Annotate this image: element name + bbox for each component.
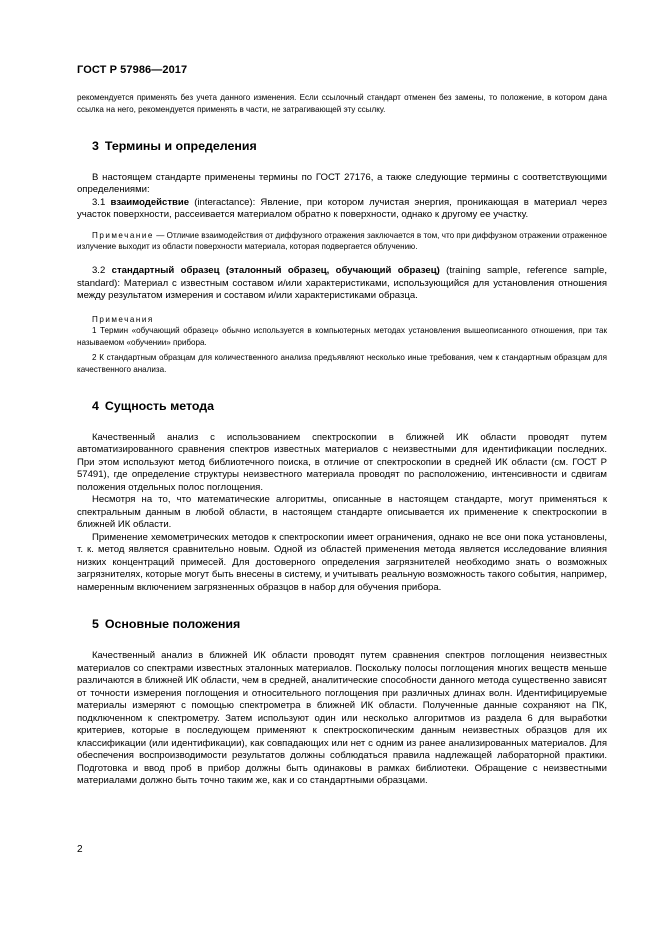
section-number: 5	[92, 617, 99, 632]
term-name: стандартный образец (эталонный образец, обучающий образец)	[111, 265, 440, 277]
intro-continuation: рекомендуется применять без учета данного изменения. Если ссылочный стандарт отменен без замены, то положение, в котором дана ссылка на него, рекомендуется применять в части, не затрагивающей эту ссылку.	[77, 93, 607, 114]
section-5-heading	[92, 617, 607, 632]
section-4-paragraph: Качественный анализ с использованием спектроскопии в ближней ИК области проводят путем автоматизированного сравнения спектров известных материалов с неизвестными для идентификации последних. При этом используют метод библиотечного поиска, в отличие от спектроскопии в средней ИК области (см. ГОСТ Р 57491), где определение структуры неизвестного материала проводят по расположению, интенсивности и сдвигам положения отдельных полос поглощения.	[77, 431, 607, 493]
section-3-lead: В настоящем стандарте применены термины по ГОСТ 27176, а также следующие термины с соответствующими определениями:	[77, 171, 607, 196]
term-number: 3.1	[92, 196, 106, 208]
note-item-2: 2 К стандартным образцам для количественного анализа предъявляют несколько иные требования, чем к стандартным образцам для качественного анализа.	[77, 353, 607, 374]
term-definition: (training sample, reference sample, standard): Материал с известным составом и/или характеристиками, использующийся для установления отношения между результатом измерения и составом и/или характеристиками образца.	[77, 265, 607, 302]
section-number: 4	[92, 398, 99, 413]
term-definition: (interactance): Явление, при котором лучистая энергия, проникающая в материал через участок поверхности, рассеивается материалом обратно к поверхности, однако к другому ее участку.	[77, 196, 608, 221]
section-4-paragraph: Несмотря на то, что математические алгоритмы, описанные в настоящем стандарте, могут применяться к спектральным данным в любой области, в настоящем стандарте описывается их применение к спектроскопии в ближней ИК области.	[77, 494, 607, 531]
section-title: Основные положения	[104, 617, 241, 632]
term-name: взаимодействие	[110, 196, 190, 208]
notes-label: Примечания	[92, 314, 154, 324]
note-3-1	[77, 230, 607, 254]
note-item-1: 1 Термин «обучающий образец» обычно используется в компьютерных методах установления вышеописанного отношения, при так называемом «обучении» прибора.	[77, 326, 607, 348]
page-content	[77, 90, 607, 788]
section-title: Термины и определения	[104, 138, 257, 153]
section-number: 3	[92, 138, 99, 153]
section-title: Сущность метода	[104, 398, 215, 413]
section-4-paragraph: Применение хемометрических методов к спектроскопии имеет ограничения, однако не все они пока установлены, т. к. метод является сравнительно новым. Одной из областей применения метода является исследование влияния низких концентраций примесей. Для достоверного определения загрязнителей необходимо знать о возможных загрязнителях, которые могут быть внесены в систему, и учитывать реальную возможность такого события, например, намеренным включением загрязненных образцов в набор для обучения прибора.	[77, 531, 607, 593]
section-3-heading	[92, 139, 607, 154]
note-text: — Отличие взаимодействия от диффузного отражения заключается в том, что при диффузном отражении отраженное излучение выходит из области поверхности материала, которая подвергается облучению.	[77, 230, 607, 252]
document-header: ГОСТ Р 57986—2017	[77, 64, 188, 76]
term-3-2	[77, 265, 607, 303]
note-label: Примечание	[92, 230, 154, 240]
term-3-1	[77, 197, 607, 222]
section-4-heading	[92, 399, 607, 414]
section-5-paragraph: Качественный анализ в ближней ИК области проводят путем сравнения спектров поглощения неизвестных материалов со спектрами известных эталонных материалов. Поскольку полосы поглощения многих веществ меньше различаются в ближней ИК области, чем в средней, аналитические способности данного метода существенно зависят от точности измерения поглощения и относительного поглощения при различных длинах волн. Идентифицируемые материалы измеряют с помощью спектрометра в ближней ИК области. Полученные данные сохраняют на ПК, подключенном к спектрометру. Затем используют один или несколько алгоритмов из раздела 6 для выработки критериев, которые в последующем применяют к спектроскопическим данным неизвестных образцов для их классификации (или идентификации), как совпадающих или нет с одним из ранее анализированных материалов. Для обеспечения воспроизводимости результатов должны соблюдаться правила надлежащей лабораторной практики. Подготовка и ввод проб в прибор должны быть одинаковы в рамках библиотеки. Обращение с неизвестными материалами должно быть точно таким же, как и со стандартными образцами.	[77, 650, 607, 787]
term-number: 3.2	[92, 265, 106, 277]
page-number: 2	[77, 844, 83, 855]
